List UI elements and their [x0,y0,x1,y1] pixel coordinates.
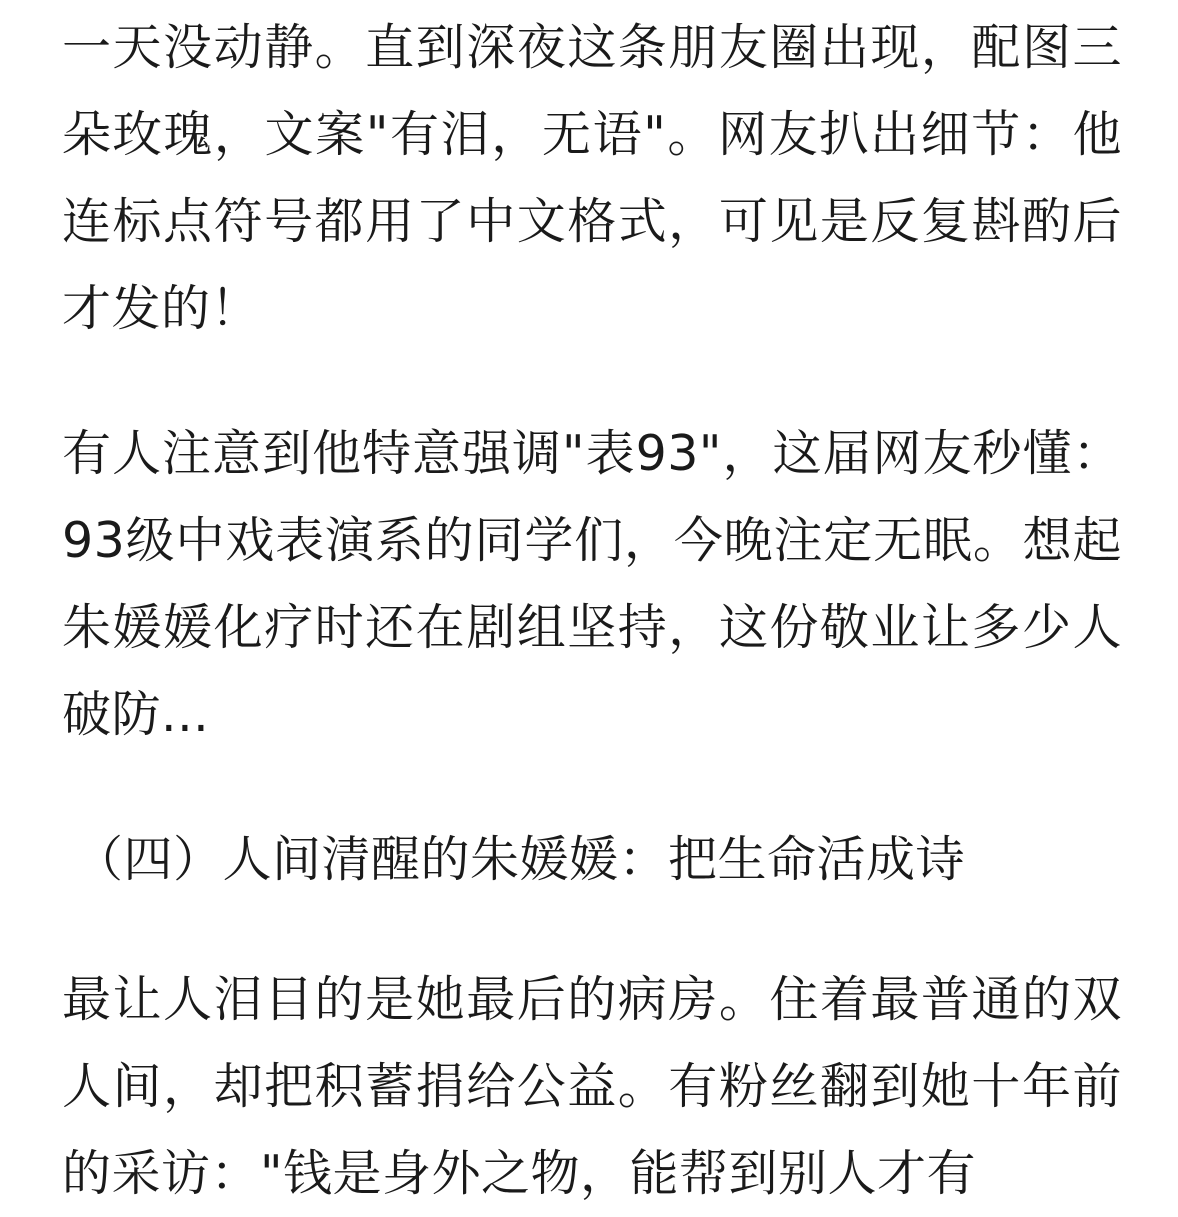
article-paragraph: 最让人泪目的是她最后的病房。住着最普通的双人间，却把积蓄捐给公益。有粉丝翻到她十年前的采访："钱是身外之物，能帮到别人才有 [62,971,1122,1202]
section-heading: （四）人间清醒的朱媛媛：把生命活成诗 [74,831,966,888]
article-paragraph: 有人注意到他特意强调"表93"，这届网友秒懂：93级中戏表演系的同学们，今晚注定无眠。想起朱媛媛化疗时还在剧组坚持，这份敬业让多少人破防... [62,425,1122,743]
article-paragraph: 一天没动静。直到深夜这条朋友圈出现，配图三朵玫瑰，文案"有泪，无语"。网友扒出细节：他连标点符号都用了中文格式，可见是反复斟酌后才发的！ [62,19,1122,337]
